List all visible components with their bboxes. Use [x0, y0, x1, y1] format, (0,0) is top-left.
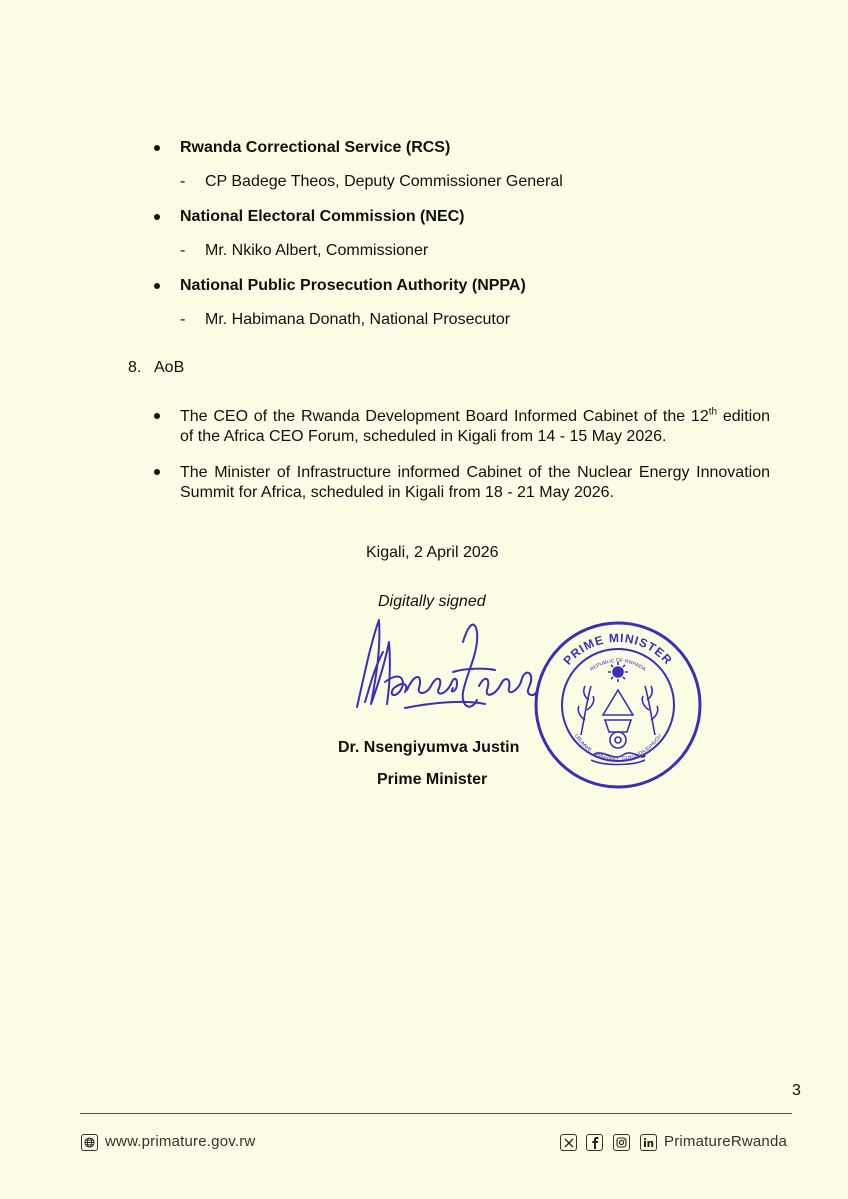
- aob-item: The CEO of the Rwanda Development Board Informed Cabinet of the 12th edition of the Africa CEO Forum, scheduled in Kigali from 14 - 15 May 2026.: [180, 406, 771, 445]
- page-number: 3: [792, 1082, 801, 1099]
- institution-heading: National Public Prosecution Authority (NPPA): [180, 277, 526, 294]
- dash-marker: -: [180, 173, 186, 190]
- institution-person: CP Badege Theos, Deputy Commissioner General: [205, 173, 563, 190]
- social-handle-link[interactable]: PrimatureRwanda: [664, 1133, 788, 1150]
- section-number: 8.: [128, 359, 142, 376]
- institution-heading: National Electoral Commission (NEC): [180, 208, 465, 225]
- bullet-icon: [154, 214, 160, 220]
- footer-divider: [80, 1113, 792, 1114]
- section-title: AoB: [154, 359, 185, 376]
- x-icon[interactable]: [560, 1134, 577, 1151]
- svg-text:UBUMWE · UMURIMO · GUKUNDA IGI: UBUMWE · UMURIMO · GUKUNDA IGIHUGU: [573, 733, 663, 763]
- digitally-signed-label: Digitally signed: [378, 593, 486, 610]
- prime-minister-seal: [533, 620, 703, 790]
- website-link[interactable]: www.primature.gov.rw: [105, 1133, 256, 1150]
- bullet-icon: [154, 413, 160, 419]
- bullet-icon: [154, 145, 160, 151]
- svg-text:PRIME MINISTER: PRIME MINISTER: [560, 630, 676, 668]
- dash-marker: -: [180, 311, 186, 328]
- place-date: Kigali, 2 April 2026: [366, 544, 499, 561]
- institution-person: Mr. Nkiko Albert, Commissioner: [205, 242, 429, 259]
- instagram-icon[interactable]: [613, 1134, 630, 1151]
- facebook-icon[interactable]: [586, 1134, 603, 1151]
- linkedin-icon[interactable]: [640, 1134, 657, 1151]
- globe-icon: [81, 1134, 98, 1151]
- bullet-icon: [154, 283, 160, 289]
- signatory-name: Dr. Nsengiyumva Justin: [338, 739, 520, 756]
- aob-item: The Minister of Infrastructure informed Cabinet of the Nuclear Energy Innovation Summit for Africa, scheduled in Kigali from 18 - 21 May 2026.: [180, 464, 770, 501]
- dash-marker: -: [180, 242, 186, 259]
- signatory-title: Prime Minister: [377, 771, 488, 788]
- institution-person: Mr. Habimana Donath, National Prosecutor: [205, 311, 511, 328]
- bullet-icon: [154, 469, 160, 475]
- handwritten-signature: [345, 612, 545, 722]
- svg-text:REPUBLIC OF RWANDA: REPUBLIC OF RWANDA: [589, 658, 647, 673]
- institution-heading: Rwanda Correctional Service (RCS): [180, 139, 451, 156]
